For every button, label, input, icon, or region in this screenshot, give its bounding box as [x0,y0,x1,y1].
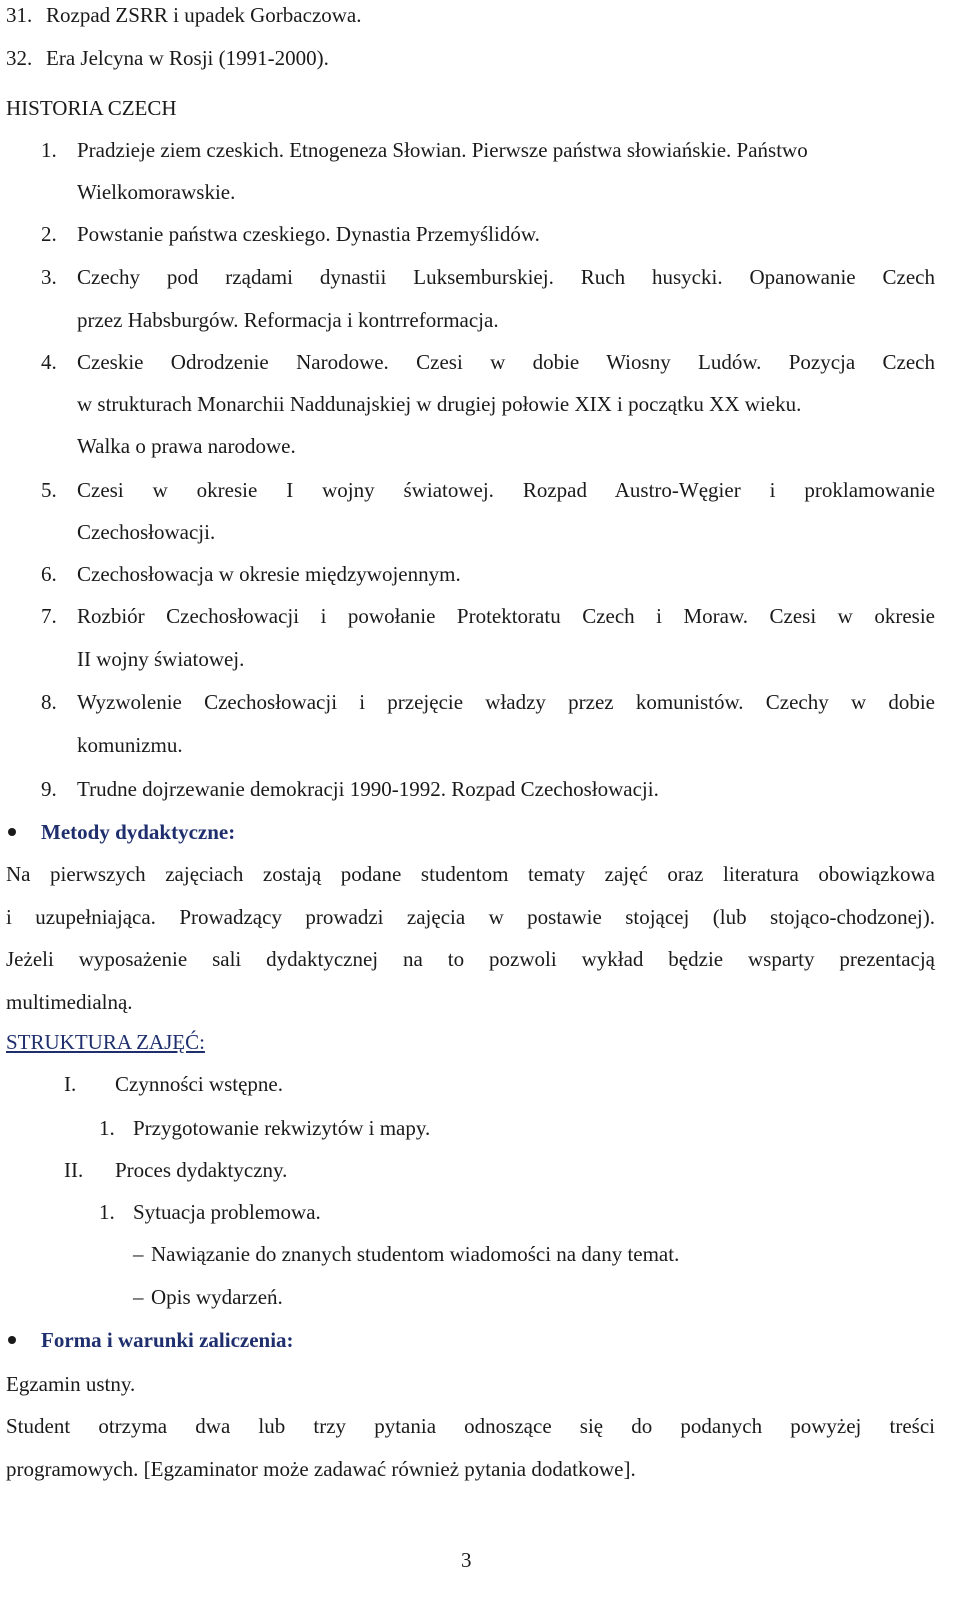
section-heading: Metody dydaktyczne: [41,820,236,844]
list-item-text: Opis wydarzeń. [151,1285,283,1309]
list-item-text: Powstanie państwa czeskiego. Dynastia Przemyślidów. [77,222,540,246]
list-item-text: przez Habsburgów. Reformacja i kontrreformacja. [77,308,499,332]
dash-marker: – [133,1285,144,1309]
paragraph-line: Na pierwszych zajęciach zostają podane studentom tematy zajęć oraz literatura obowiązkowa [6,862,935,886]
list-number: 4. [41,350,57,374]
list-item-text: II wojny światowej. [77,647,245,671]
bullet-icon [8,828,16,836]
list-number: 2. [41,222,57,246]
dash-marker: – [133,1242,144,1266]
list-item-text: Czechy pod rządami dynastii Luksemburskiej. Ruch husycki. Opanowanie Czech [77,265,935,289]
list-number: 9. [41,777,57,801]
list-number: II. [64,1158,84,1182]
list-item-text: Rozpad ZSRR i upadek Gorbaczowa. [46,3,362,27]
list-item-text: Czechosłowacja w okresie międzywojennym. [77,562,461,586]
bullet-icon [8,1336,16,1344]
list-item-text: Sytuacja problemowa. [133,1200,321,1224]
list-item-text: Proces dydaktyczny. [115,1158,288,1182]
list-item-text: Rozbiór Czechosłowacji i powołanie Protektoratu Czech i Moraw. Czesi w okresie [77,604,935,628]
list-item-text: w strukturach Monarchii Naddunajskiej w drugiej połowie XIX i początku XX wieku. [77,392,802,416]
list-number: 3. [41,265,57,289]
list-item-text: Przygotowanie rekwizytów i mapy. [133,1116,431,1140]
paragraph-line: Egzamin ustny. [6,1372,136,1396]
list-item-text: komunizmu. [77,733,183,757]
paragraph-line: Jeżeli wyposażenie sali dydaktycznej na to pozwoli wykład będzie wsparty prezentacją [6,947,935,971]
list-item-text: Czynności wstępne. [115,1072,283,1096]
list-number: 32. [6,46,33,70]
list-number: 31. [6,3,33,27]
list-item-text: Pradzieje ziem czeskich. Etnogeneza Słowian. Pierwsze państwa słowiańskie. Państwo [77,138,808,162]
list-number: 1. [99,1116,115,1140]
list-number: 5. [41,478,57,502]
paragraph-line: Student otrzyma dwa lub trzy pytania odnoszące się do podanych powyżej treści [6,1414,935,1438]
page-number: 3 [461,1548,472,1572]
list-item-text: Era Jelcyna w Rosji (1991-2000). [46,46,329,70]
list-item-text: Czeskie Odrodzenie Narodowe. Czesi w dobie Wiosny Ludów. Pozycja Czech [77,350,935,374]
list-item-text: Czechosłowacji. [77,520,216,544]
list-number: 7. [41,604,57,628]
list-item-text: Wielkomorawskie. [77,180,236,204]
list-number: I. [64,1072,77,1096]
list-item-text: Nawiązanie do znanych studentom wiadomości na dany temat. [151,1242,680,1266]
list-item-text: Trudne dojrzewanie demokracji 1990-1992. Rozpad Czechosłowacji. [77,777,659,801]
list-number: 1. [41,138,57,162]
paragraph-line: programowych. [Egzaminator może zadawać również pytania dodatkowe]. [6,1457,636,1481]
section-heading: HISTORIA CZECH [6,96,177,120]
list-item-text: Wyzwolenie Czechosłowacji i przejęcie władzy przez komunistów. Czechy w dobie [77,690,935,714]
list-item-text: Czesi w okresie I wojny światowej. Rozpad Austro-Węgier i proklamowanie [77,478,935,502]
section-heading: Forma i warunki zaliczenia: [41,1328,294,1352]
paragraph-line: i uzupełniająca. Prowadzący prowadzi zajęcia w postawie stojącej (lub stojąco-chodzonej). [6,905,935,929]
list-number: 6. [41,562,57,586]
list-number: 8. [41,690,57,714]
list-item-text: Walka o prawa narodowe. [77,434,296,458]
paragraph-line: multimedialną. [6,990,133,1014]
list-number: 1. [99,1200,115,1224]
section-heading: STRUKTURA ZAJĘĆ: [6,1030,205,1054]
